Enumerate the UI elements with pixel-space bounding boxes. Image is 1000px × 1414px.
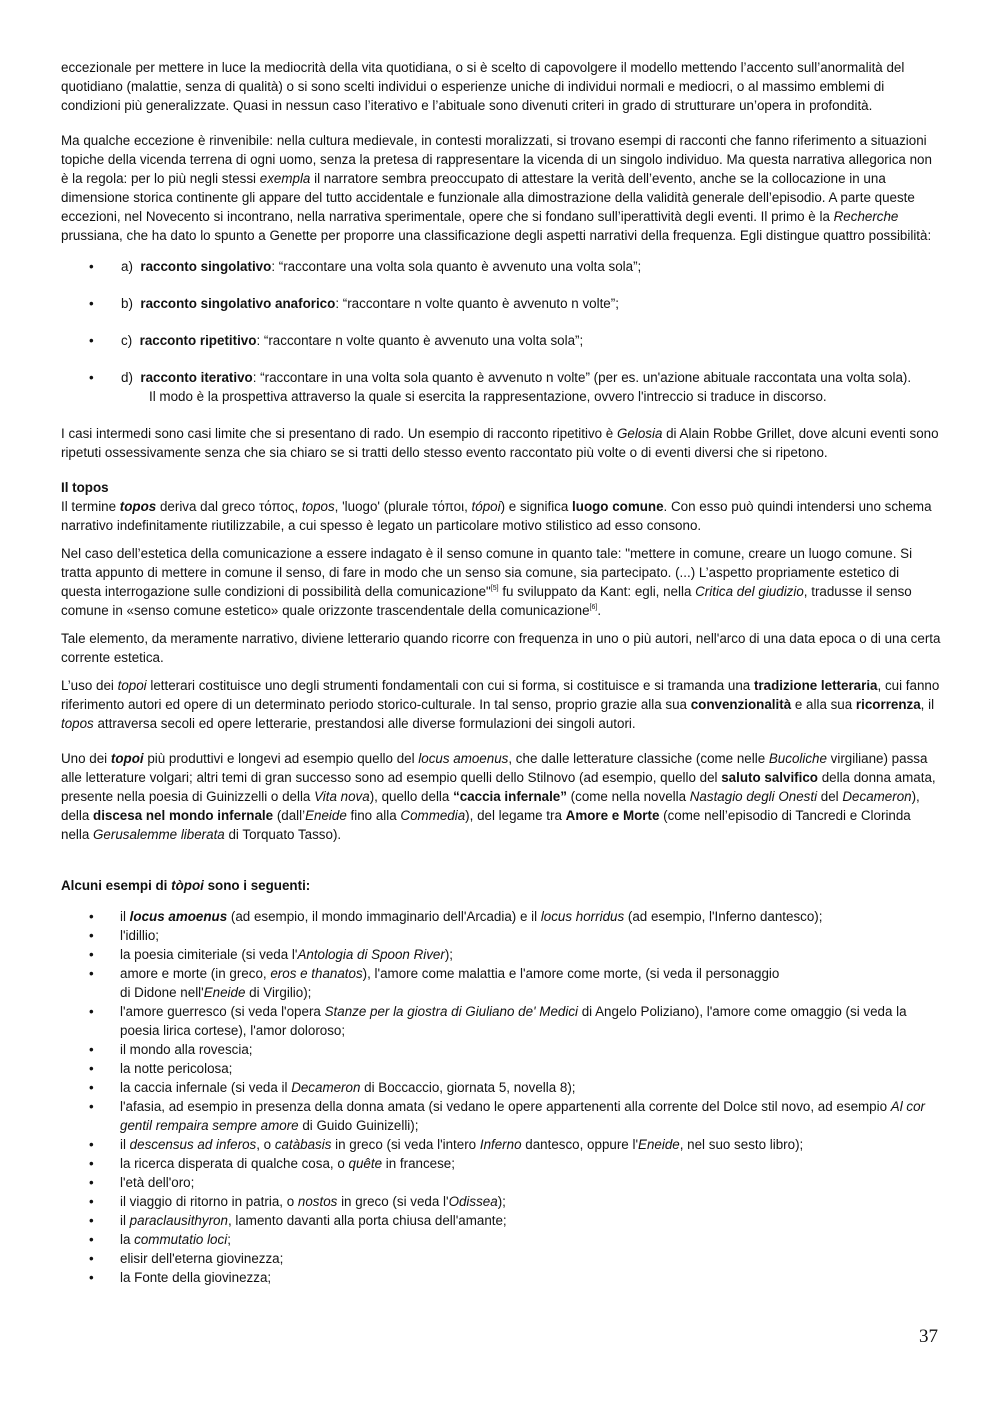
list-item: • la commutatio loci; [89, 1232, 231, 1247]
bullet-marker: • [89, 947, 94, 962]
paragraph-exceptions: Ma qualche eccezione è rinvenibile: nella cultura medievale, in contesti moralizzati, si trovano esempi di racconti che fanno riferimento a situazioni topiche della vicenda terrena di ogni uomo, senza la pretesa di rappresentare la vicenda di un singolo individuo. Ma questa narrativa allegorica non è la regola: per lo più negli stessi exempla il narratore sembra preoccupato di attestare la verità dell’evento, anche se la collocazione in una dimensione storica continente gli appare del tutto accidentale e funzionale alla dimostrazione della validità generale dell’episodio. A parte queste eccezioni, nel Novecento si incontrano, nella narrativa sperimentale, opere che si fondano sull’iperattività degli eventi. Il primo è la Recherche prussiana, che ha dato lo spunto a Genette per proporre una classificazione degli aspetti narrativi della frequenza. Egli distingue quattro possibilità: [61, 133, 932, 243]
bullet-marker: • [89, 1004, 94, 1019]
bullet-marker: • [89, 1232, 94, 1247]
bullet-marker: • [89, 1156, 94, 1171]
list-item: • il locus amoenus (ad esempio, il mondo immaginario dell'Arcadia) e il locus horridus (ad esempio, l'Inferno dantesco); [89, 909, 823, 924]
list-item: • il viaggio di ritorno in patria, o nostos in greco (si veda l'Odissea); [89, 1194, 506, 1209]
list-item: • la ricerca disperata di qualche cosa, o quête in francese; [89, 1156, 455, 1171]
list-item: • l'amore guerresco (si veda l'opera Stanze per la giostra di Giuliano de' Medici di Angelo Poliziano), l'amore come omaggio (si veda la poesia lirica cortese), l'amor doloroso; [89, 1004, 907, 1038]
document-page [61, 58, 941, 1287]
list-item: • la Fonte della giovinezza; [89, 1270, 272, 1285]
list-item: • la caccia infernale (si veda il Decameron di Boccaccio, giornata 5, novella 8); [89, 1080, 576, 1095]
list-item: • elisir dell'eterna giovinezza; [89, 1251, 284, 1266]
list-item: • l'afasia, ad esempio in presenza della donna amata (si vedano le opere appartenenti alla corrente del Dolce stil novo, ad esempio Al cor gentil rempaira sempre amore di Guido Guinizelli); [89, 1099, 925, 1133]
bullet-marker: • [89, 1080, 94, 1095]
bullet-marker: • [89, 1061, 94, 1076]
bullet-marker: • [89, 1175, 94, 1190]
list-item: • l'età dell'oro; [89, 1175, 195, 1190]
topoi-examples-list [61, 907, 941, 1287]
bullet-marker: • [89, 1213, 94, 1228]
list-item: • il mondo alla rovescia; [89, 1042, 253, 1057]
frequency-list [61, 257, 941, 406]
list-item: • il descensus ad inferos, o catàbasis in greco (si veda l'intero Inferno dantesco, oppure l'Eneide, nel suo sesto libro); [89, 1137, 804, 1152]
list-item: • la notte pericolosa; [89, 1061, 233, 1076]
bullet-marker: • [89, 1251, 94, 1266]
section-heading-topos: Il topos [61, 480, 109, 495]
list-item: • la poesia cimiteriale (si veda l'Antologia di Spoon River); [89, 947, 454, 962]
list-item: • d) racconto iterativo: “raccontare in una volta sola quanto è avvenuto n volte” (per es. un'azione abituale raccontata una volta sola). Il modo è la prospettiva attraverso la quale si esercita la rappresentazione, ovvero l'intreccio si traduce in discorso. [89, 370, 912, 404]
bullet-marker: • [89, 1099, 94, 1114]
paragraph-topos-definition: Il termine topos deriva dal greco τόπος, topos, 'luogo' (plurale τόποι, tópoi) e significa luogo comune. Con esso può quindi intendersi uno schema narrativo indefinitamente riutilizzabile, a cui spesso è legato un particolare motivo stilistico ad esso consono. [61, 499, 932, 533]
section-heading-examples: Alcuni esempi di tòpoi sono i seguenti: [61, 878, 311, 893]
paragraph-aesthetics: Nel caso dell’estetica della comunicazione a essere indagato è il senso comune in quanto tale: "mettere in comune, creare un luogo comune. Si tratta appunto di mettere in comune il senso, di fare in modo che un senso sia comune, sia partecipato. (...) L’aspetto propriamente estetico di questa interrogazione sulle condizioni di possibilità della comunicazione"[5] fu sviluppato da Kant: egli, nella Critica del giudizio, tradusse il senso comune in «senso comune estetico» quale orizzonte trascendentale della comunicazione[6]. [61, 546, 913, 618]
paragraph-topoi-examples: Uno dei topoi più produttivi e longevi ad esempio quello del locus amoenus, che dalle letterature classiche (come nelle Bucoliche virgiliane) passa alle letterature volgari; altri temi di gran successo sono ad esempio quelli dello Stilnovo (ad esempio, quello del saluto salvifico della donna amata, presente nella poesia di Guinizzelli o della Vita nova), quello della “caccia infernale” (come nella novella Nastagio degli Onesti del Decameron), della discesa nel mondo infernale (dall’Eneide fino alla Commedia), del legame tra Amore e Morte (come nell’episodio di Tancredi e Clorinda nella Gerusalemme liberata di Torquato Tasso). [61, 751, 936, 842]
list-item: • a) racconto singolativo: “raccontare una volta sola quanto è avvenuto una volta sola”; [89, 259, 642, 274]
list-item: • il paraclausithyron, lamento davanti alla porta chiusa dell'amante; [89, 1213, 507, 1228]
footnote-ref-5[interactable]: [5] [490, 585, 499, 592]
bullet-marker: • [89, 1270, 94, 1285]
paragraph-mediocrity: eccezionale per mettere in luce la mediocrità della vita quotidiana, o si è scelto di capovolgere il modello mettendo l’accento sull’anormalità del quotidiano (malattie, senza di qualità) o si sono scelti individui o esperienze uniche di individui normali e mediocri, o al massimo emblemi di condizioni più generalizzate. Quasi in nessun caso l’iterativo e l’abituale sono divenuti criteri in grado di strutturare un’opera in profondità. [61, 60, 905, 113]
list-item: • amore e morte (in greco, eros e thanatos), l'amore come malattia e l'amore come morte, (si veda il personaggio di Didone nell'Eneide di Virgilio); [89, 966, 780, 1000]
paragraph-literary-element: Tale elemento, da meramente narrativo, diviene letterario quando ricorre con frequenza in uno o più autori, nell'arco di una data epoca o di una certa corrente estetica. [61, 631, 941, 665]
bullet-marker: • [89, 928, 94, 943]
bullet-marker: • [89, 1042, 94, 1057]
page-number: 37 [919, 1326, 938, 1347]
list-item: • c) racconto ripetitivo: “raccontare n volte quanto è avvenuto una volta sola”; [89, 333, 584, 348]
list-item: • l'idillio; [89, 928, 160, 943]
bullet-marker: • [89, 966, 94, 981]
bullet-marker: • [89, 1137, 94, 1152]
paragraph-topoi-use: L’uso dei topoi letterari costituisce uno degli strumenti fondamentali con cui si forma, si costituisce e si tramanda una tradizione letteraria, cui fanno riferimento autori ed opere di un determinato periodo storico-culturale. In tal senso, proprio grazie alla sua convenzionalità e alla sua ricorrenza, il topos attraversa secoli ed opere letterarie, prestandosi alle diverse formulazioni dei singoli autori. [61, 678, 940, 731]
paragraph-intermediate: I casi intermedi sono casi limite che si presentano di rado. Un esempio di racconto ripetitivo è Gelosia di Alain Robbe Grillet, dove alcuni eventi sono ripetuti ossessivamente senza che sia chiaro se si tratti dello stesso evento raccontato più volte o di eventi diversi che si ripetono. [61, 426, 939, 460]
bullet-marker: • [89, 1194, 94, 1209]
bullet-marker: • [89, 909, 94, 924]
list-item: • b) racconto singolativo anaforico: “raccontare n volte quanto è avvenuto n volte”; [89, 296, 619, 311]
footnote-ref-6[interactable]: [6] [589, 604, 598, 611]
